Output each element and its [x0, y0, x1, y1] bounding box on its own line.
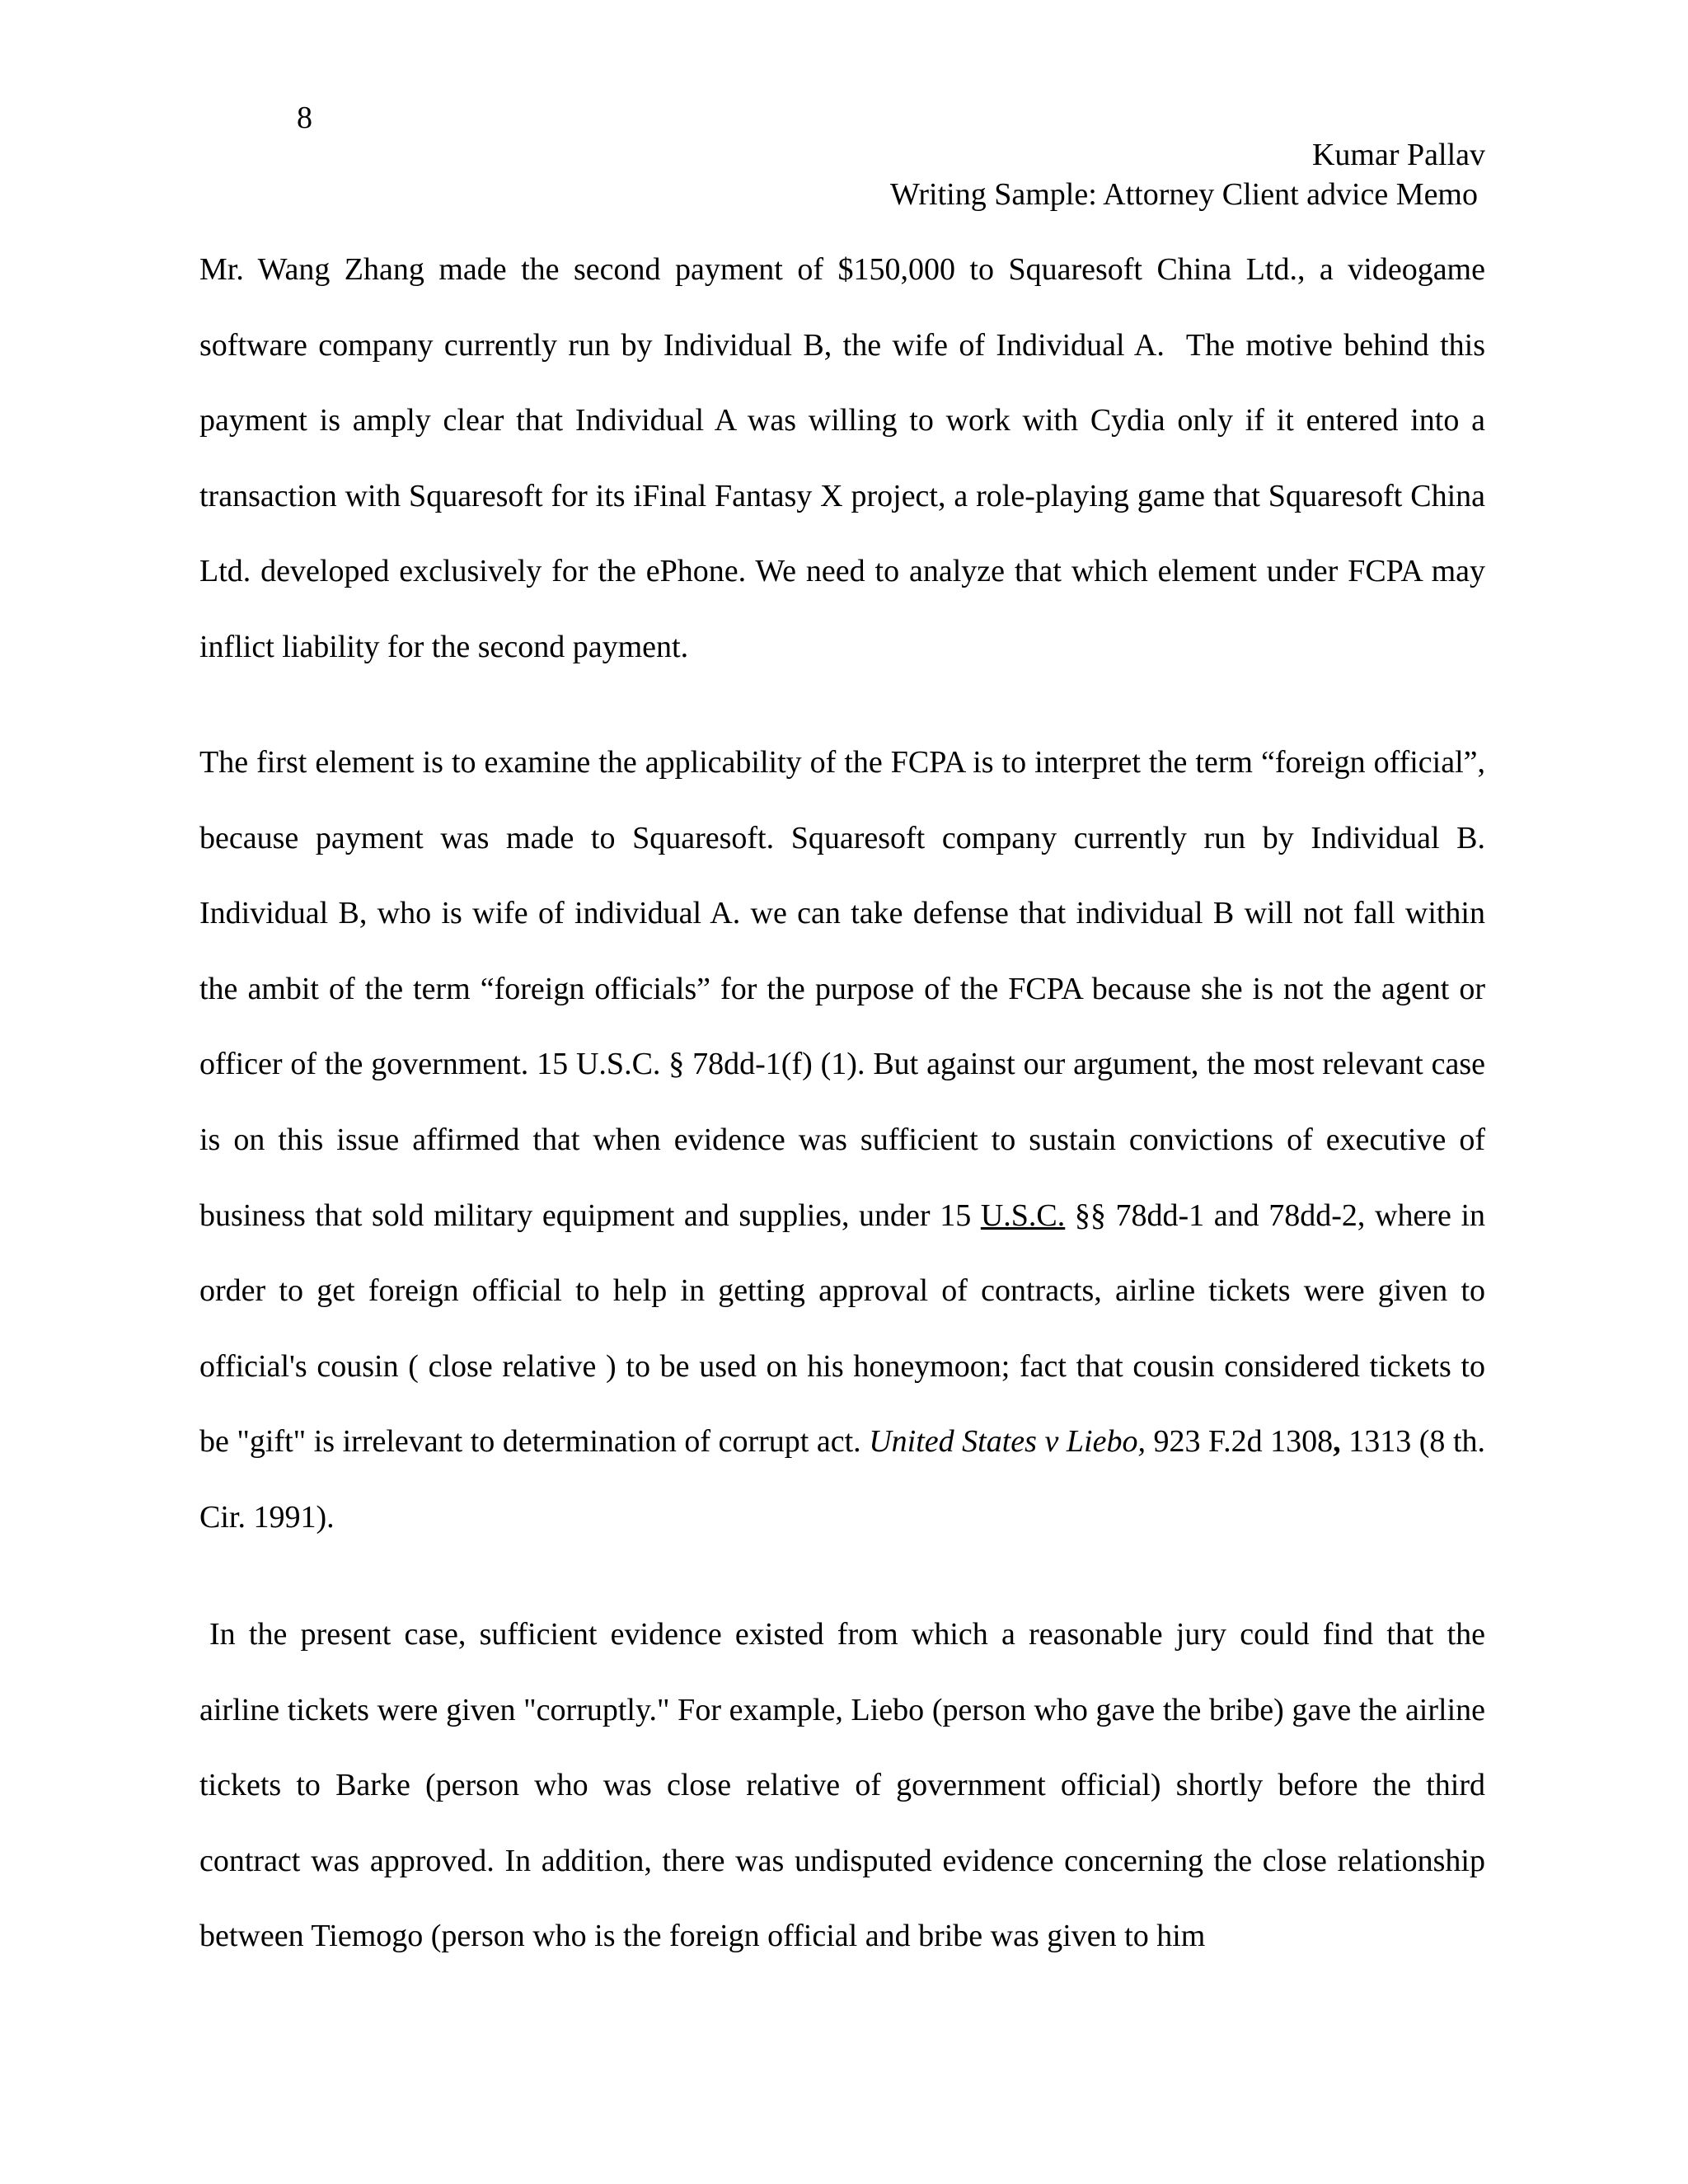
case-citation-name: United States v Liebo, — [869, 1424, 1146, 1460]
paragraph-second-payment: Mr. Wang Zhang made the second payment of $150,000 to Squaresoft China Ltd., a videogame software company currently run by Individual B, the wife of Individual A. The motive behind this payment is amply clear that Individual A was willing to work with Cydia only if it entered into a transaction with Squaresoft for its iFinal Fantasy X project, a role-playing game that Squaresoft China Ltd. developed exclusively for the ePhone. We need to analyze that which element under FCPA may inflict liability for the second payment. — [199, 252, 1485, 664]
header-subtitle: Writing Sample: Attorney Client advice Memo — [890, 177, 1478, 212]
paragraph-text: §§ 78dd-1 and 78dd-2, where in order to get foreign official to help in getting approval of contracts, airline tickets were given to official's cousin ( close relative ) to be used on his honeymoon; fact that cousin considered tickets to be "gift" is irrelevant to determination of corrupt act. — [199, 1197, 1486, 1460]
case-citation-reporter: 923 F.2d 1308 — [1145, 1424, 1334, 1460]
paragraph-text: The first element is to examine the applicability of the FCPA is to interpret the term “foreign official”, because payment was made to Squaresoft. Squaresoft company currently run by Individual B. Individual B, who is wife of individual A. we can take defense that individual B will not fall within the ambit of the term “foreign officials” for the purpose of the FCPA because she is not the agent or officer of the government. 15 U.S.C. § 78dd-1(f) (1). But against our argument, the most relevant case is on this issue affirmed that when evidence was sufficient to sustain convictions of executive of business that sold military equipment and supplies, under 15 — [199, 745, 1485, 1233]
case-citation-comma: , — [1333, 1424, 1341, 1460]
paragraph-text: In the present case, sufficient evidence existed from which a reasonable jury could find that the airline tickets were given "corruptly." For example, Liebo (person who gave the bribe) gave the airline tickets to Barke (person who was close relative of government official) shortly before the third contract was approved. In addition, there was undisputed evidence concerning the close relationship between Tiemogo (person who is the foreign official and bribe was given to him — [199, 1617, 1485, 1954]
case-citation-pinpoint: 1313 (8 th. Cir. 1991). — [199, 1424, 1485, 1535]
page-number: 8 — [297, 101, 312, 135]
document-header — [890, 135, 1485, 214]
paragraph-present-case — [199, 1597, 1485, 1975]
usc-reference-link[interactable]: U.S.C. — [980, 1197, 1066, 1233]
paragraph-foreign-official — [199, 725, 1485, 1556]
header-author: Kumar Pallav — [1311, 138, 1485, 172]
